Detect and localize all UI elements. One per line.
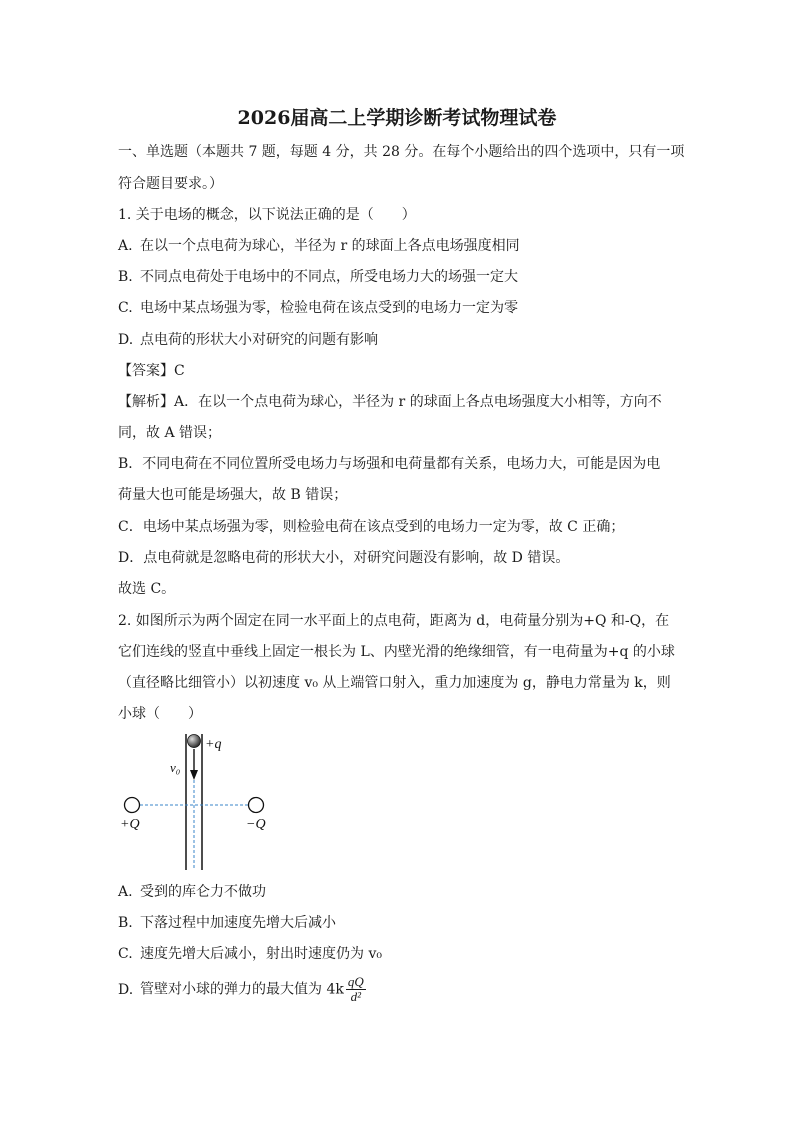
q1-analysis-line: 荷量大也可能是场强大，故 B 错误；	[118, 487, 348, 503]
q2-option-b	[118, 913, 688, 933]
q1-option-d	[118, 330, 688, 350]
charges-tube-figure	[112, 730, 282, 875]
option-text: 管壁对小球的弹力的最大值为 4k	[140, 981, 344, 998]
option-label: B.	[118, 269, 133, 285]
q2-option-a	[118, 882, 688, 902]
q1-option-b	[118, 267, 688, 287]
option-label: C.	[118, 300, 133, 316]
right-charge-label: −Q	[246, 817, 266, 832]
q2-stem-line: （直径略比细管小）以初速度 v₀ 从上端管口射入，重力加速度为 g，静电力常量为 k，则	[118, 675, 671, 691]
option-label: A.	[118, 238, 133, 254]
option-label: B.	[118, 915, 133, 931]
q2-stem-line: 2. 如图所示为两个固定在同一水平面上的点电荷，距离为 d，电荷量分别为+Q 和-Q，在	[118, 613, 670, 629]
q1-analysis-line: C．电场中某点场强为零，则检验电荷在该点受到的电场力一定为零，故 C 正确；	[118, 519, 625, 535]
q1-analysis-line: 【解析】A．在以一个点电荷为球心，半径为 r 的球面上各点电场强度大小相等，方向不	[118, 394, 662, 410]
option-text: 速度先增大后减小，射出时速度仍为 v₀	[140, 946, 382, 962]
page-title: 2026届高二上学期诊断考试物理试卷	[237, 107, 557, 129]
ball-label: +q	[205, 737, 222, 752]
positive-charge-icon	[125, 798, 140, 813]
arrowhead-icon	[190, 770, 198, 780]
velocity-label: v₀	[170, 760, 181, 775]
q2-stem-line: 它们连线的竖直中垂线上固定一根长为 L、内壁光滑的绝缘细管，有一电荷量为+q 的小球	[118, 644, 675, 660]
section-header-line-1: 一、单选题（本题共 7 题，每题 4 分，共 28 分。在每个小题给出的四个选项中，只有一项	[118, 144, 685, 160]
option-text: 下落过程中加速度先增大后减小	[140, 915, 336, 931]
q1-analysis-line: B．不同电荷在不同位置所受电场力与场强和电荷量都有关系，电场力大，可能是因为电	[118, 456, 661, 472]
option-text: 不同点电荷处于电场中的不同点，所受电场力大的场强一定大	[140, 269, 518, 285]
q2-option-d	[118, 975, 688, 1004]
option-text: 在以一个点电荷为球心，半径为 r 的球面上各点电场强度相同	[140, 238, 520, 254]
q1-analysis-line: 故选 C。	[118, 581, 176, 597]
option-text: 受到的库仑力不做功	[140, 884, 266, 900]
option-label: C.	[118, 946, 133, 962]
left-charge-label: +Q	[120, 817, 140, 832]
q1-answer: 【答案】C	[118, 363, 185, 379]
ball-icon	[188, 735, 201, 748]
q2-stem-line: 小球（ ）	[118, 706, 202, 722]
option-label: D.	[118, 332, 134, 348]
q1-analysis-line: 同，故 A 错误；	[118, 425, 222, 441]
q2-option-c	[118, 944, 688, 964]
section-header-line-2: 符合题目要求。）	[118, 176, 223, 192]
option-label: A.	[118, 884, 133, 900]
negative-charge-icon	[249, 798, 264, 813]
fraction	[346, 975, 366, 1004]
q1-option-a	[118, 236, 688, 256]
option-text: 点电荷的形状大小对研究的问题有影响	[140, 332, 378, 348]
option-label: D.	[118, 981, 134, 998]
option-text: 电场中某点场强为零，检验电荷在该点受到的电场力一定为零	[140, 300, 518, 316]
fraction-denominator: d²	[350, 989, 361, 1004]
q1-analysis-line: D．点电荷就是忽略电荷的形状大小，对研究问题没有影响，故 D 错误。	[118, 550, 570, 566]
q1-stem: 1. 关于电场的概念，以下说法正确的是（ ）	[118, 207, 416, 223]
fraction-numerator: qQ	[347, 974, 364, 989]
q1-option-c	[118, 298, 688, 318]
